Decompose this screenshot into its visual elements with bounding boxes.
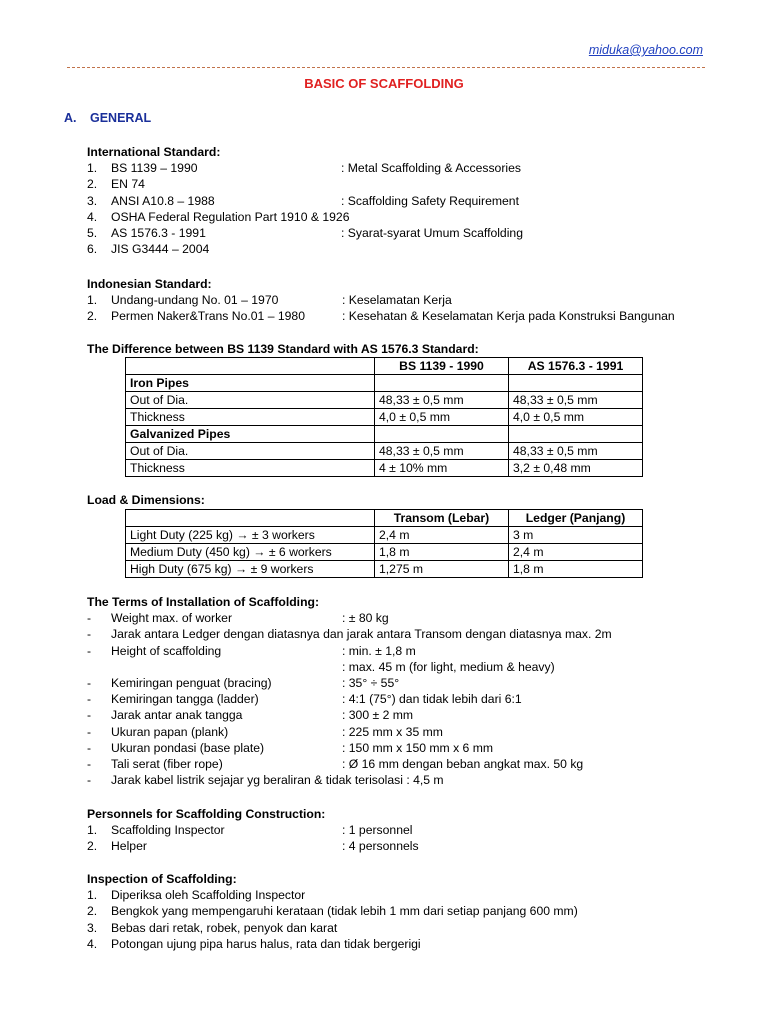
personnel-heading: Personnels for Scaffolding Construction: [87, 807, 326, 821]
list-item: : max. 45 m (for light, medium & heavy) [342, 659, 555, 674]
table-header-row [126, 510, 643, 527]
load-dimensions-heading: Load & Dimensions: [87, 493, 205, 507]
table-header-cell: BS 1139 - 1990 [375, 358, 509, 375]
inspection-block [87, 871, 578, 952]
table-header-cell: Transom (Lebar) [375, 510, 509, 527]
table-header-row [126, 358, 643, 375]
list-item: 3. Bebas dari retak, robek, penyok dan karat [87, 920, 338, 935]
table-row: Galvanized Pipes [126, 426, 643, 443]
table-header-cell: Ledger (Panjang) [509, 510, 643, 527]
international-standard-heading: International Standard: [87, 145, 221, 159]
list-item: - Jarak kabel listrik sejajar yg beraliran & tidak terisolasi : 4,5 m [87, 773, 444, 788]
table-row: Thickness 4 ± 10% mm 3,2 ± 0,48 mm [126, 460, 643, 477]
personnel-block [87, 806, 419, 855]
list-item: 2. Permen Naker&Trans No.01 – 1980 : Kesehatan & Keselamatan Kerja pada Konstruksi Bangunan [87, 309, 675, 324]
document-title: BASIC OF SCAFFOLDING [304, 76, 464, 91]
list-item: - Kemiringan penguat (bracing) : 35° ÷ 55° [87, 675, 400, 690]
list-item: 1. Scaffolding Inspector : 1 personnel [87, 823, 413, 838]
standard-difference-table [125, 357, 643, 477]
list-item: 2. Helper : 4 personnels [87, 839, 419, 854]
list-item: - Kemiringan tangga (ladder) : 4:1 (75°) dan tidak lebih dari 6:1 [87, 692, 522, 707]
header-divider [67, 67, 705, 68]
table-header-cell: AS 1576.3 - 1991 [509, 358, 643, 375]
load-dimensions-table [125, 509, 643, 578]
section-number: A. [64, 111, 77, 125]
list-item: - Ukuran papan (plank) : 225 mm x 35 mm [87, 724, 443, 739]
list-item: - Weight max. of worker : ± 80 kg [87, 611, 389, 626]
table-header-cell [126, 358, 375, 375]
list-item: 5. AS 1576.3 - 1991 : Syarat-syarat Umum Scaffolding [87, 225, 523, 240]
table-row: Light Duty (225 kg) → ± 3 workers 2,4 m 3 m [126, 527, 643, 544]
table-row: Medium Duty (450 kg) → ± 6 workers 1,8 m 2,4 m [126, 544, 643, 561]
table-row: Thickness 4,0 ± 0,5 mm 4,0 ± 0,5 mm [126, 409, 643, 426]
list-item: 6. JIS G3444 – 2004 [87, 242, 210, 257]
table-row: Out of Dia. 48,33 ± 0,5 mm 48,33 ± 0,5 mm [126, 392, 643, 409]
table-row: Iron Pipes [126, 375, 643, 392]
list-item: - Height of scaffolding : min. ± 1,8 m [87, 643, 416, 658]
indonesian-standard-heading: Indonesian Standard: [87, 277, 212, 291]
list-item: - Ukuran pondasi (base plate) : 150 mm x 150 mm x 6 mm [87, 740, 494, 755]
list-item: 2. Bengkok yang mempengaruhi kerataan (tidak lebih 1 mm dari setiap panjang 600 mm) [87, 904, 578, 919]
installation-terms-heading: The Terms of Installation of Scaffolding: [87, 595, 320, 609]
indonesian-standard-block [87, 276, 675, 325]
list-item: 1. Undang-undang No. 01 – 1970 : Keselamatan Kerja [87, 293, 452, 308]
section-heading-general [64, 111, 151, 125]
list-item: 3. ANSI A10.8 – 1988 : Scaffolding Safety Requirement [87, 193, 519, 208]
list-item: 4. OSHA Federal Regulation Part 1910 & 1926 [87, 209, 350, 224]
list-item: 1. BS 1139 – 1990 : Metal Scaffolding & Accessories [87, 161, 521, 176]
table-row: Out of Dia. 48,33 ± 0,5 mm 48,33 ± 0,5 mm [126, 443, 643, 460]
difference-heading: The Difference between BS 1139 Standard with AS 1576.3 Standard: [87, 342, 479, 356]
list-item: 4. Potongan ujung pipa harus halus, rata dan tidak bergerigi [87, 936, 421, 951]
table-header-cell [126, 510, 375, 527]
author-email-link[interactable]: miduka@yahoo.com [588, 43, 703, 57]
section-label: GENERAL [90, 111, 152, 125]
list-item: - Jarak antar anak tangga : 300 ± 2 mm [87, 708, 414, 723]
list-item: - Tali serat (fiber rope) : Ø 16 mm dengan beban angkat max. 50 kg [87, 756, 584, 771]
installation-terms-block [87, 594, 612, 788]
international-standard-block [87, 144, 523, 257]
list-item: - Jarak antara Ledger dengan diatasnya dan jarak antara Transom dengan diatasnya max. 2m [87, 627, 612, 642]
inspection-heading: Inspection of Scaffolding: [87, 872, 237, 886]
list-item: 2. EN 74 [87, 177, 145, 192]
list-item: 1. Diperiksa oleh Scaffolding Inspector [87, 888, 306, 903]
table-row: High Duty (675 kg) → ± 9 workers 1,275 m 1,8 m [126, 561, 643, 578]
